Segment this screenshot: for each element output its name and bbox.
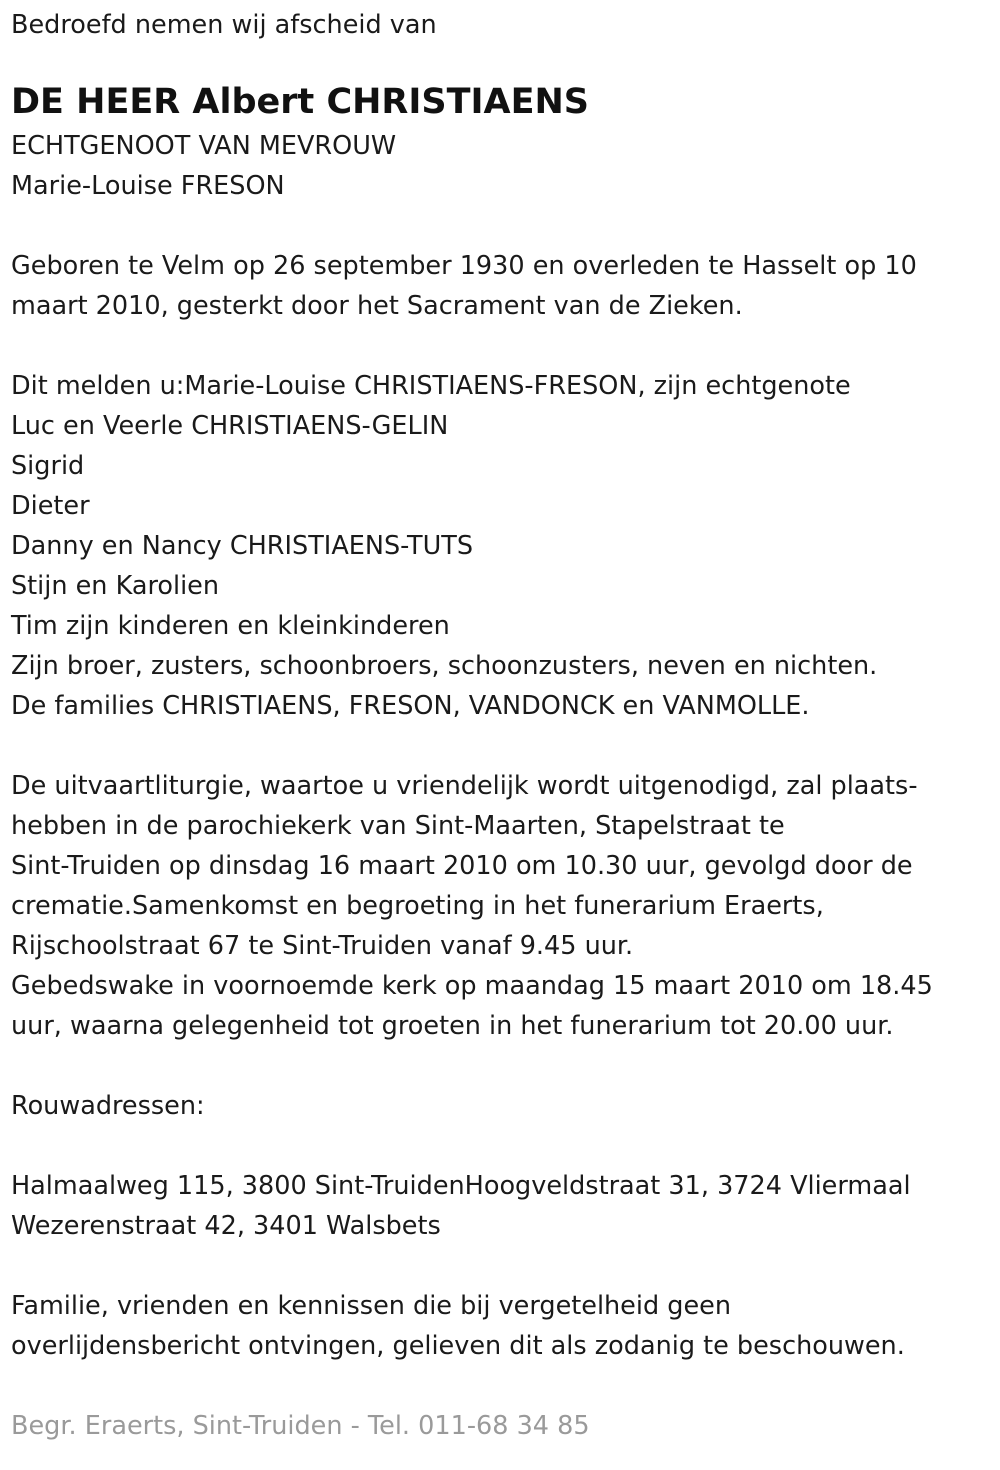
spacer xyxy=(11,206,991,246)
family-line: Sigrid xyxy=(11,451,85,481)
spacer xyxy=(11,1366,991,1406)
deceased-name: DE HEER Albert CHRISTIAENS xyxy=(11,82,589,122)
family-line: Dit melden u:Marie-Louise CHRISTIAENS-FRESON, zijn echtgenote xyxy=(11,371,851,401)
family-line: Tim zijn kinderen en kleinkinderen xyxy=(11,611,450,641)
notice-line: Familie, vrienden en kennissen die bij vergetelheid geen xyxy=(11,1291,731,1321)
family-line: Danny en Nancy CHRISTIAENS-TUTS xyxy=(11,531,474,561)
spouse-line-2: Marie-Louise FRESON xyxy=(11,171,285,201)
addresses-section xyxy=(11,1166,991,1246)
birth-line-1: Geboren te Velm op 26 september 1930 en overleden te Hasselt op 10 xyxy=(11,251,917,281)
ceremony-line: Sint-Truiden op dinsdag 16 maart 2010 om 10.30 uur, gevolgd door de xyxy=(11,851,913,881)
notice-line: overlijdensbericht ontvingen, gelieven dit als zodanig te beschouwen. xyxy=(11,1331,905,1361)
obituary-notice xyxy=(11,0,991,1446)
notice-section xyxy=(11,1286,991,1366)
spacer xyxy=(11,326,991,366)
spacer xyxy=(11,726,991,766)
funeral-home-footer: Begr. Eraerts, Sint-Truiden - Tel. 011-68 34 85 xyxy=(11,1411,590,1441)
family-line: Stijn en Karolien xyxy=(11,571,220,601)
ceremony-line: Gebedswake in voornoemde kerk op maandag 15 maart 2010 om 18.45 xyxy=(11,971,933,1001)
ceremony-line: De uitvaartliturgie, waartoe u vriendelijk wordt uitgenodigd, zal plaats- xyxy=(11,771,918,801)
spacer xyxy=(11,1246,991,1286)
spouse-line-1: ECHTGENOOT VAN MEVROUW xyxy=(11,131,397,161)
ceremony-line: crematie.Samenkomst en begroeting in het funerarium Eraerts, xyxy=(11,891,824,921)
family-line: Luc en Veerle CHRISTIAENS-GELIN xyxy=(11,411,449,441)
intro-text: Bedroefd nemen wij afscheid van xyxy=(11,10,437,40)
ceremony-line: hebben in de parochiekerk van Sint-Maarten, Stapelstraat te xyxy=(11,811,785,841)
family-line: Zijn broer, zusters, schoonbroers, schoonzusters, neven en nichten. xyxy=(11,651,878,681)
addresses-heading: Rouwadressen: xyxy=(11,1091,205,1121)
family-section xyxy=(11,366,991,726)
spacer xyxy=(11,1126,991,1166)
ceremony-line: uur, waarna gelegenheid tot groeten in het funerarium tot 20.00 uur. xyxy=(11,1011,894,1041)
birth-death-section xyxy=(11,246,991,326)
spacer xyxy=(11,45,991,78)
ceremony-section xyxy=(11,766,991,1046)
ceremony-line: Rijschoolstraat 67 te Sint-Truiden vanaf 9.45 uur. xyxy=(11,931,634,961)
family-line: Dieter xyxy=(11,491,90,521)
birth-line-2: maart 2010, gesterkt door het Sacrament van de Zieken. xyxy=(11,291,743,321)
address-line: Wezerenstraat 42, 3401 Walsbets xyxy=(11,1211,441,1241)
family-line: De families CHRISTIAENS, FRESON, VANDONCK en VANMOLLE. xyxy=(11,691,810,721)
spacer xyxy=(11,1046,991,1086)
address-line: Halmaalweg 115, 3800 Sint-TruidenHoogveldstraat 31, 3724 Vliermaal xyxy=(11,1171,911,1201)
